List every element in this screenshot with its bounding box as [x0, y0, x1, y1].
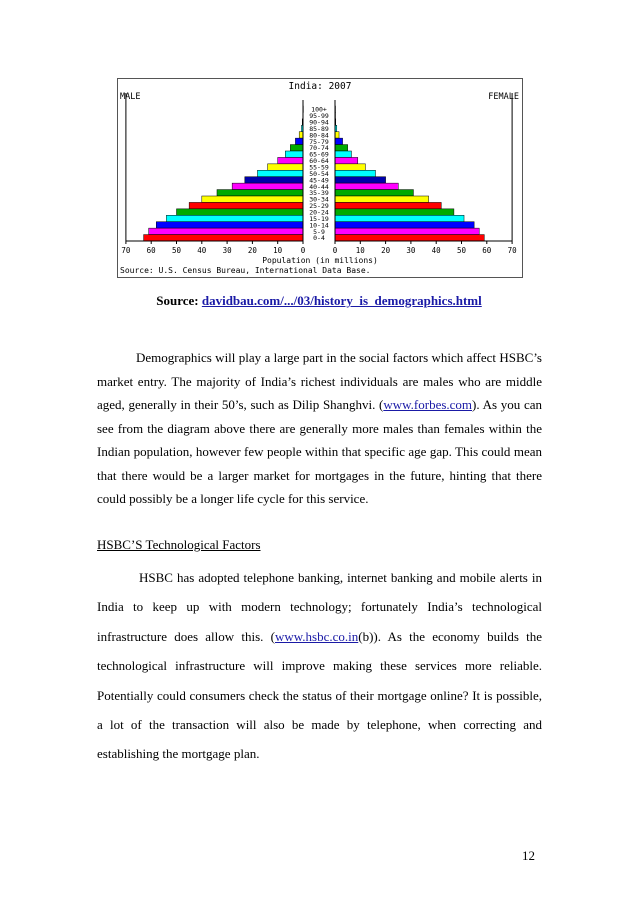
female-bar-80-84: [335, 132, 339, 138]
caption-link[interactable]: davidbau.com/.../03/history_is_demographics.html: [201, 293, 482, 308]
age-label-40-44: 40-44: [309, 182, 329, 191]
p2-text-a: HSBC has adopted telephone banking, internet banking and mobile alerts in India to keep up with modern technology; fortunately India’s technological infrastructure does allow this. (: [97, 570, 542, 644]
age-label-25-29: 25-29: [309, 202, 329, 211]
male-bar-30-34: [202, 196, 303, 202]
age-label-15-19: 15-19: [309, 214, 329, 223]
female-bar-25-29: [335, 202, 441, 208]
age-label-55-59: 55-59: [309, 163, 329, 172]
age-label-10-14: 10-14: [309, 221, 329, 230]
female-tick-label-20: 20: [381, 246, 391, 255]
male-tick-label-50: 50: [171, 246, 182, 255]
female-bar-60-64: [335, 157, 358, 163]
paragraph-demographics: [97, 346, 542, 511]
age-label-85-89: 85-89: [309, 124, 329, 133]
female-tick-label-10: 10: [355, 246, 365, 255]
male-bar-70-74: [290, 145, 303, 151]
male-bar-35-39: [217, 190, 303, 196]
male-tick-label-10: 10: [273, 246, 283, 255]
age-label-20-24: 20-24: [309, 208, 329, 217]
p1-text-a: Demographics will play a large part in the social factors which affect HSBC’s market entry. The majority of India’s richest individuals are males who are middle aged, generally in their 50’s, such as Dilip Shanghvi. (: [97, 350, 542, 412]
age-label-30-34: 30-34: [309, 195, 329, 204]
age-label-95-99: 95-99: [309, 112, 329, 121]
female-bar-45-49: [335, 177, 386, 183]
male-tick-label-30: 30: [222, 246, 232, 255]
age-label-75-79: 75-79: [309, 137, 329, 146]
male-bar-45-49: [245, 177, 303, 183]
female-bar-35-39: [335, 190, 413, 196]
x-axis-label: Population (in millions): [262, 256, 378, 265]
male-bar-10-14: [156, 222, 303, 228]
female-bar-20-24: [335, 209, 454, 215]
female-bar-40-44: [335, 183, 398, 189]
caption-prefix: Source:: [156, 293, 202, 308]
age-label-35-39: 35-39: [309, 189, 329, 198]
age-label-80-84: 80-84: [309, 131, 329, 140]
male-bar-15-19: [166, 215, 303, 221]
female-bar-15-19: [335, 215, 464, 221]
male-label: MALE: [120, 92, 141, 102]
female-bar-5-9: [335, 228, 479, 234]
age-label-5-9: 5-9: [313, 227, 325, 236]
male-bar-25-29: [189, 202, 303, 208]
male-bar-65-69: [285, 151, 303, 157]
male-bar-0-4: [144, 235, 303, 241]
age-label-100+: 100+: [311, 105, 327, 114]
age-label-0-4: 0-4: [313, 234, 325, 243]
age-label-45-49: 45-49: [309, 176, 329, 185]
male-bar-40-44: [232, 183, 303, 189]
paragraph-technology: [97, 563, 542, 769]
female-bar-10-14: [335, 222, 474, 228]
male-bar-55-59: [268, 164, 303, 170]
age-label-50-54: 50-54: [309, 169, 329, 178]
male-tick-label-70: 70: [121, 246, 131, 255]
female-tick-label-40: 40: [431, 246, 441, 255]
pyramid-svg: [118, 79, 522, 277]
female-bar-65-69: [335, 151, 351, 157]
section-heading: HSBC’S Technological Factors: [97, 537, 261, 552]
male-bar-20-24: [177, 209, 304, 215]
female-bar-55-59: [335, 164, 365, 170]
chart-source: Source: U.S. Census Bureau, International Data Base.: [120, 266, 371, 275]
female-tick-label-60: 60: [482, 246, 492, 255]
age-label-70-74: 70-74: [309, 144, 329, 153]
p1-text-b: ). As you can see from the diagram above there are generally more males than females within the Indian population, however few people within that specific age gap. This could mean that there would be a larger market for mortgages in the future, hinting that there could possibly be a longer life cycle for this service.: [97, 397, 542, 506]
male-bar-50-54: [257, 170, 303, 176]
male-bar-75-79: [295, 138, 303, 144]
age-label-90-94: 90-94: [309, 118, 329, 127]
figure-caption: [0, 293, 638, 309]
male-bar-80-84: [299, 132, 303, 138]
age-label-65-69: 65-69: [309, 150, 329, 159]
female-tick-label-30: 30: [406, 246, 416, 255]
hsbc-link[interactable]: www.hsbc.co.in: [274, 628, 359, 644]
female-tick-label-50: 50: [456, 246, 467, 255]
female-label: FEMALE: [488, 92, 519, 102]
male-bar-60-64: [278, 157, 303, 163]
female-bar-70-74: [335, 145, 348, 151]
chart-title: India: 2007: [288, 81, 352, 92]
male-tick-label-40: 40: [197, 246, 207, 255]
male-tick-label-60: 60: [146, 246, 156, 255]
age-label-60-64: 60-64: [309, 157, 329, 166]
female-tick-label-0: 0: [332, 246, 338, 255]
female-tick-label-70: 70: [507, 246, 517, 255]
p2-text-b: (b)). As the economy builds the technological infrastructure will improve making these services more reliable. Potentially could consumers check the status of their mortgage online? It is possible, a lot of the transaction will also be made by telephone, when correcting and establishing the mortgage plan.: [97, 628, 543, 762]
forbes-link[interactable]: www.forbes.com: [383, 397, 473, 412]
page-number: 12: [522, 848, 535, 863]
female-bar-75-79: [335, 138, 343, 144]
female-bar-50-54: [335, 170, 375, 176]
male-tick-label-0: 0: [300, 246, 306, 255]
population-pyramid-chart: [117, 78, 523, 278]
male-bar-5-9: [149, 228, 303, 234]
female-bar-30-34: [335, 196, 429, 202]
male-tick-label-20: 20: [247, 246, 257, 255]
female-bar-0-4: [335, 235, 484, 241]
